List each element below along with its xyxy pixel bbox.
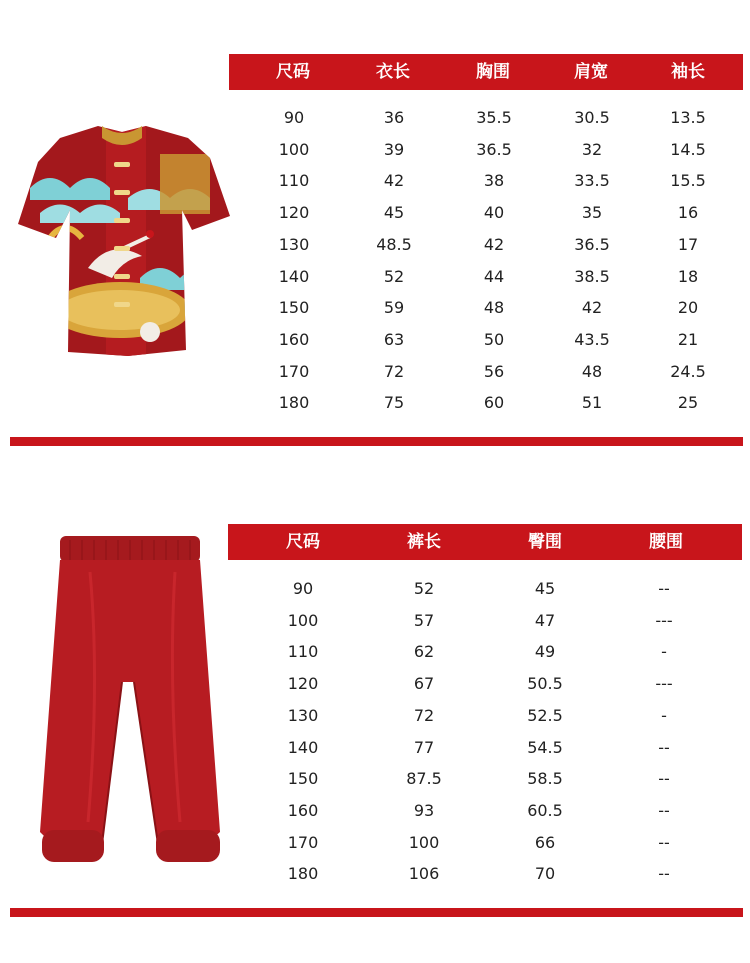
table-cell: -	[661, 642, 667, 662]
table-cell: 77	[413, 737, 435, 757]
bottom-header-waist: 腰围	[649, 532, 683, 552]
table-cell: 150	[278, 298, 310, 318]
pants-image	[30, 532, 230, 882]
table-cell: 50.5	[527, 674, 563, 694]
bottom-header-size: 尺码	[286, 532, 320, 552]
table-cell: 52.5	[527, 705, 563, 725]
table-cell: 48.5	[376, 234, 412, 254]
table-cell: 110	[278, 171, 310, 191]
table-cell: --	[658, 579, 670, 598]
table-cell: 70	[534, 864, 556, 884]
table-cell: 140	[287, 737, 319, 757]
table-cell: 180	[287, 864, 319, 884]
table-cell: 100	[287, 610, 319, 630]
table-cell: --	[658, 864, 670, 884]
table-cell: 170	[278, 361, 310, 381]
table-cell: 44	[483, 266, 505, 286]
table-cell: 42	[581, 298, 603, 318]
table-cell: 50	[483, 329, 505, 349]
top-header-chest: 胸围	[476, 62, 510, 82]
table-cell: 100	[408, 832, 440, 852]
table-cell: 180	[278, 393, 310, 413]
table-cell: 160	[287, 800, 319, 820]
bottom-header-hip: 臀围	[528, 532, 562, 552]
table-cell: 45	[383, 203, 405, 223]
table-cell: 48	[581, 361, 603, 381]
table-cell: 42	[383, 171, 405, 191]
top-header-length: 衣长	[376, 62, 410, 82]
table-cell: 140	[278, 266, 310, 286]
section-divider	[10, 437, 743, 446]
table-cell: 24.5	[670, 361, 706, 381]
table-cell: 43.5	[574, 329, 610, 349]
table-cell: 72	[413, 705, 435, 725]
table-cell: 60.5	[527, 800, 563, 820]
table-cell: 38	[483, 171, 505, 191]
table-cell: 120	[278, 203, 310, 223]
table-cell: 72	[383, 361, 405, 381]
table-cell: 52	[383, 266, 405, 286]
table-cell: --	[658, 769, 670, 789]
table-cell: 130	[287, 705, 319, 725]
table-cell: 110	[287, 642, 319, 662]
table-cell: 100	[278, 139, 310, 159]
table-cell: --	[658, 800, 670, 820]
table-cell: ---	[655, 674, 673, 694]
table-cell: 160	[278, 329, 310, 349]
table-cell: 106	[408, 864, 440, 884]
table-cell: 62	[413, 642, 435, 662]
table-cell: -	[661, 705, 667, 725]
table-cell: 93	[413, 800, 435, 820]
table-cell: 25	[677, 393, 699, 413]
table-cell: ---	[655, 610, 673, 630]
table-cell: 60	[483, 393, 505, 413]
table-cell: 47	[534, 610, 556, 630]
table-cell: 52	[413, 579, 435, 598]
table-cell: 66	[534, 832, 556, 852]
table-cell: 87.5	[406, 769, 442, 789]
table-cell: 30.5	[574, 108, 610, 127]
table-cell: 38.5	[574, 266, 610, 286]
top-table-header	[229, 54, 743, 90]
table-cell: 75	[383, 393, 405, 413]
table-cell: 63	[383, 329, 405, 349]
table-cell: 56	[483, 361, 505, 381]
table-cell: 14.5	[670, 139, 706, 159]
table-cell: 13.5	[670, 108, 706, 127]
table-cell: 32	[581, 139, 603, 159]
table-cell: 54.5	[527, 737, 563, 757]
table-cell: 20	[677, 298, 699, 318]
table-cell: --	[658, 832, 670, 852]
table-cell: 150	[287, 769, 319, 789]
top-header-size: 尺码	[276, 62, 310, 82]
table-cell: 130	[278, 234, 310, 254]
table-cell: 59	[383, 298, 405, 318]
top-header-sleeve: 袖长	[671, 62, 705, 82]
table-cell: 40	[483, 203, 505, 223]
table-cell: 21	[677, 329, 699, 349]
table-cell: 58.5	[527, 769, 563, 789]
bottom-table-header	[228, 524, 742, 560]
shirt-image	[10, 118, 235, 358]
table-cell: 120	[287, 674, 319, 694]
table-cell: 16	[677, 203, 699, 223]
top-header-shoulder: 肩宽	[574, 62, 608, 82]
table-cell: 39	[383, 139, 405, 159]
bottom-header-pants-length: 裤长	[407, 532, 441, 552]
table-cell: 42	[483, 234, 505, 254]
table-cell: 33.5	[574, 171, 610, 191]
table-cell: 35	[581, 203, 603, 223]
table-cell: 36.5	[574, 234, 610, 254]
table-cell: 35.5	[476, 108, 512, 127]
table-cell: 17	[677, 234, 699, 254]
table-cell: 51	[581, 393, 603, 413]
table-cell: 15.5	[670, 171, 706, 191]
table-cell: 57	[413, 610, 435, 630]
table-cell: 36	[383, 108, 405, 127]
table-cell: 18	[677, 266, 699, 286]
table-cell: 90	[283, 108, 305, 127]
table-cell: 90	[292, 579, 314, 598]
table-cell: 48	[483, 298, 505, 318]
section-divider-bottom	[10, 908, 743, 917]
table-cell: 49	[534, 642, 556, 662]
table-cell: 36.5	[476, 139, 512, 159]
table-cell: 45	[534, 579, 556, 598]
table-cell: 67	[413, 674, 435, 694]
table-cell: 170	[287, 832, 319, 852]
table-cell: --	[658, 737, 670, 757]
